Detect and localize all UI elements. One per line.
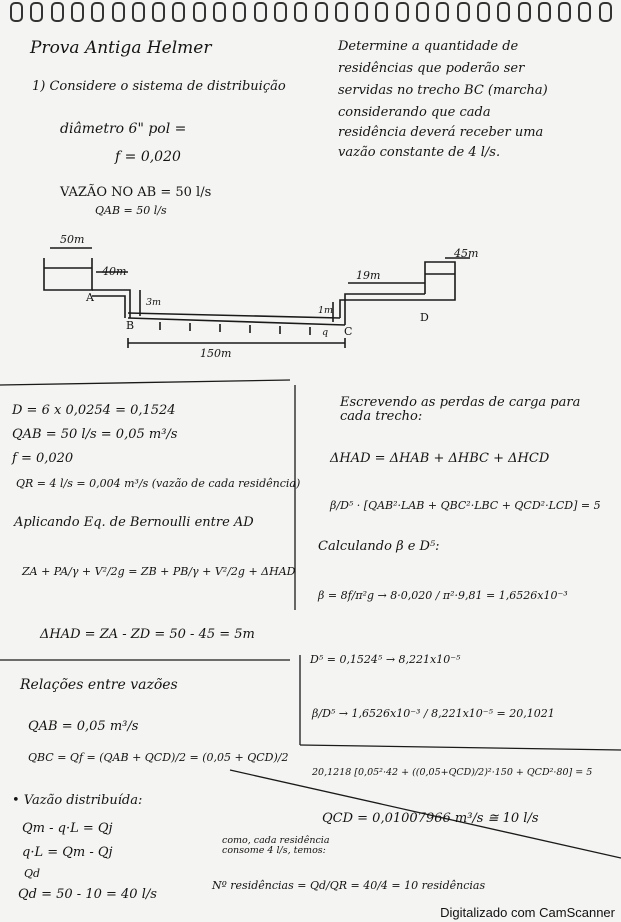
statement-line: considerando que cada — [338, 105, 491, 120]
losses-title: Escrevendo as perdas de carga para cada trecho: — [340, 395, 581, 424]
label-40m: 40m — [102, 265, 127, 278]
relations-title: Relações entre vazões — [20, 677, 178, 693]
label-19m: 19m — [356, 269, 381, 282]
calc-title: Calculando β e D⁵: — [318, 539, 440, 554]
distributed-title: • Vazão distribuída: — [12, 793, 143, 808]
bernoulli-title: Aplicando Eq. de Bernoulli entre AD — [14, 515, 254, 530]
relation-line: QAB = 0,05 m³/s — [28, 719, 139, 734]
problem-item: 1) Considere o sistema de distribuição — [32, 79, 286, 94]
distributed-line: Qm - q·L = Qj — [22, 821, 113, 836]
note: como, cada residência consome 4 l/s, temos: — [222, 835, 330, 856]
label-3m: 3m — [146, 297, 162, 308]
head-loss-ad: ΔHAD = ZA - ZD = 50 - 45 = 5m — [40, 627, 255, 642]
flow-ab-symbol: QAB = 50 l/s — [95, 204, 167, 217]
label-point-c: C — [344, 325, 353, 338]
label-point-d: D — [420, 311, 429, 324]
statement-line: Determine a quantidade de — [338, 39, 519, 54]
distributed-line: Qd — [24, 867, 41, 880]
label-150m: 150m — [200, 347, 232, 360]
losses-expanded: β/D⁵ · [QAB²·LAB + QBC²·LBC + QCD²·LCD] = 5 — [330, 499, 601, 512]
statement-line: vazão constante de 4 l/s. — [338, 145, 501, 160]
bernoulli-equation: ZA + PA/γ + V²/2g = ZB + PB/γ + V²/2g + ΔHAD — [22, 565, 296, 578]
losses-equation: ΔHAD = ΔHAB + ΔHBC + ΔHCD — [330, 451, 550, 466]
qcd-result: QCD = 0,01007966 m³/s ≅ 10 l/s — [322, 811, 539, 826]
data-line: D = 6 x 0,0254 = 0,1524 — [12, 403, 176, 418]
substitution-equation: 20,1218 [0,05²·42 + ((0,05+QCD)/2)²·150 + QCD²·80] = 5 — [312, 767, 593, 778]
label-1m: 1m — [318, 305, 334, 316]
beta-equation: β = 8f/π²g → 8·0,020 / π²·9,81 = 1,6526x10⁻³ — [318, 589, 568, 602]
friction-line: f = 0,020 — [115, 149, 181, 165]
statement-line: residências que poderão ser — [338, 61, 525, 76]
data-line: f = 0,020 — [12, 451, 74, 466]
ratio-equation: β/D⁵ → 1,6526x10⁻³ / 8,221x10⁻⁵ = 20,1021 — [312, 707, 555, 720]
label-45m: 45m — [454, 247, 479, 260]
data-line: QAB = 50 l/s = 0,05 m³/s — [12, 427, 178, 442]
label-point-a: A — [86, 291, 94, 304]
residences-result: Nº residências = Qd/QR = 40/4 = 10 residências — [212, 879, 486, 892]
diameter-line: diâmetro 6" pol = — [60, 121, 187, 137]
distributed-line: q·L = Qm - Qj — [22, 845, 113, 860]
statement-line: servidas no trecho BC (marcha) — [338, 83, 548, 98]
d5-equation: D⁵ = 0,1524⁵ → 8,221x10⁻⁵ — [310, 653, 461, 666]
scanner-watermark: Digitalizado com CamScanner — [440, 905, 615, 920]
label-point-b: B — [126, 319, 135, 332]
flow-ab-line: VAZÃO NO AB = 50 l/s — [60, 185, 212, 200]
page-title: Prova Antiga Helmer — [30, 38, 212, 58]
statement-line: residência deverá receber uma — [338, 125, 544, 140]
label-50m: 50m — [60, 233, 85, 246]
label-q: q — [322, 327, 329, 338]
distributed-result: Qd = 50 - 10 = 40 l/s — [18, 887, 157, 902]
residence-flow-line: QR = 4 l/s = 0,004 m³/s (vazão de cada residência) — [16, 477, 301, 490]
relation-line: QBC = Qf = (QAB + QCD)/2 = (0,05 + QCD)/2 — [28, 751, 289, 764]
